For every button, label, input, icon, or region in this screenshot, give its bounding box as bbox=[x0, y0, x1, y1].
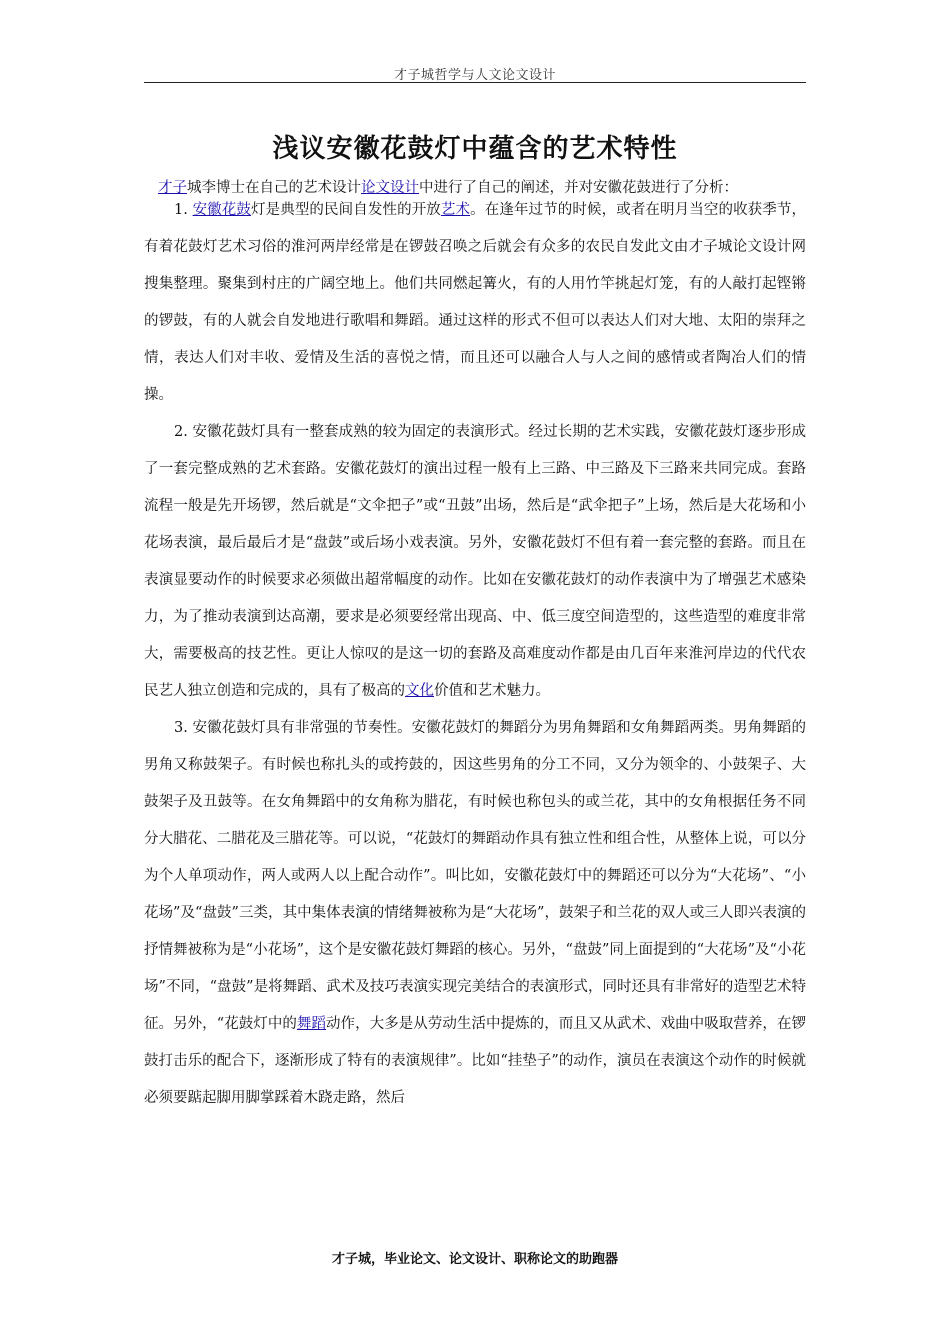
paragraph-3-text-2: 动作，大多是从劳动生活中提炼的，而且又从武术、戏曲中吸取营养，在锣鼓打击乐的配合下，逐渐形成了特有的表演规律”。比如“挂垫子”的动作，演员在表演这个动作的时候就必须要踮起脚用脚掌踩着木跷走路，然后 bbox=[144, 1016, 806, 1106]
intro-text-2: 中进行了自己的阐述，并对安徽花鼓进行了分析： bbox=[419, 180, 738, 196]
paragraph-1-number: 1. bbox=[174, 202, 193, 218]
paragraph-1 bbox=[144, 192, 806, 414]
document-body bbox=[144, 175, 806, 1117]
intro-link-thesis-design[interactable]: 论文设计 bbox=[361, 180, 419, 196]
paragraph-3 bbox=[144, 710, 806, 1117]
link-culture[interactable]: 文化 bbox=[405, 683, 434, 699]
link-dance[interactable]: 舞蹈 bbox=[296, 1016, 327, 1032]
paragraph-2-text-1: 2. 安徽花鼓灯具有一整套成熟的较为固定的表演形式。经过长期的艺术实践，安徽花鼓灯逐步形成了一套完整成熟的艺术套路。安徽花鼓灯的演出过程一般有上三路、中三路及下三路来共同完成。套路流程一般是先开场锣，然后就是“文伞把子”或“丑鼓”出场，然后是“武伞把子”上场，然后是大花场和小花场表演，最后最后才是“盘鼓”或后场小戏表演。另外，安徽花鼓灯不但有着一套完整的套路。而且在表演显要动作的时候要求必须做出超常幅度的动作。比如在安徽花鼓灯的动作表演中为了增强艺术感染力，为了推动表演到达高潮，要求是必须要经常出现高、中、低三度空间造型的，这些造型的难度非常大，需要极高的技艺性。更让人惊叹的是这一切的套路及高难度动作都是由几百年来淮河岸边的代代农民艺人独立创造和完成的，具有了极高的 bbox=[144, 424, 806, 699]
link-anhui-huagu[interactable]: 安徽花鼓 bbox=[192, 202, 251, 218]
page-footer: 才子城，毕业论文、论文设计、职称论文的助跑器 bbox=[331, 1252, 618, 1267]
paragraph-2-text-2: 价值和艺术魅力。 bbox=[434, 683, 550, 699]
paragraph-1-text-1: 灯是典型的民间自发性的开放 bbox=[251, 202, 441, 218]
paragraph-2 bbox=[144, 414, 806, 710]
page-header: 才子城哲学与人文论文设计 bbox=[393, 68, 556, 83]
paragraph-1-text-2: 。在逢年过节的时候，或者在明月当空的收获季节，有着花鼓灯艺术习俗的淮河两岸经常是在锣鼓召唤之后就会有众多的农民自发此文由才子城论文设计网搜集整理。聚集到村庄的广阔空地上。他们共同燃起篝火，有的人用竹竿挑起灯笼，有的人敲打起铿锵的锣鼓，有的人就会自发地进行歌唱和舞蹈。通过这样的形式不但可以表达人们对大地、太阳的崇拜之情，表达人们对丰收、爱情及生活的喜悦之情，而且还可以融合人与人之间的感情或者陶冶人们的情操。 bbox=[144, 202, 807, 403]
document-title: 浅议安徽花鼓灯中蕴含的艺术特性 bbox=[272, 134, 678, 164]
paragraph-3-text-1: 3. 安徽花鼓灯具有非常强的节奏性。安徽花鼓灯的舞蹈分为男角舞蹈和女角舞蹈两类。男角舞蹈的男角又称鼓架子。有时候也称扎头的或挎鼓的，因这些男角的分工不同，又分为领伞的、小鼓架子、大鼓架子及丑鼓等。在女角舞蹈中的女角称为腊花，有时候也称包头的或兰花，其中的女角根据任务不同分大腊花、二腊花及三腊花等。可以说，“花鼓灯的舞蹈动作具有独立性和组合性，从整体上说，可以分为个人单项动作，两人或两人以上配合动作”。叫比如，安徽花鼓灯中的舞蹈还可以分为“大花场”、“小花场”及“盘鼓”三类，其中集体表演的情绪舞被称为是“大花场”，鼓架子和兰花的双人或三人即兴表演的抒情舞被称为是“小花场”，这个是安徽花鼓灯舞蹈的核心。另外，“盘鼓”同上面提到的“大花场”及“小花场”不同，“盘鼓”是将舞蹈、武术及技巧表演实现完美结合的表演形式，同时还具有非常好的造型艺术特征。另外，“花鼓灯中的 bbox=[144, 720, 806, 1032]
header-divider bbox=[144, 82, 806, 83]
intro-link-caizi[interactable]: 才子 bbox=[158, 180, 187, 196]
link-art[interactable]: 艺术 bbox=[440, 202, 471, 218]
intro-text-1: 城李博士在自己的艺术设计 bbox=[187, 180, 361, 196]
